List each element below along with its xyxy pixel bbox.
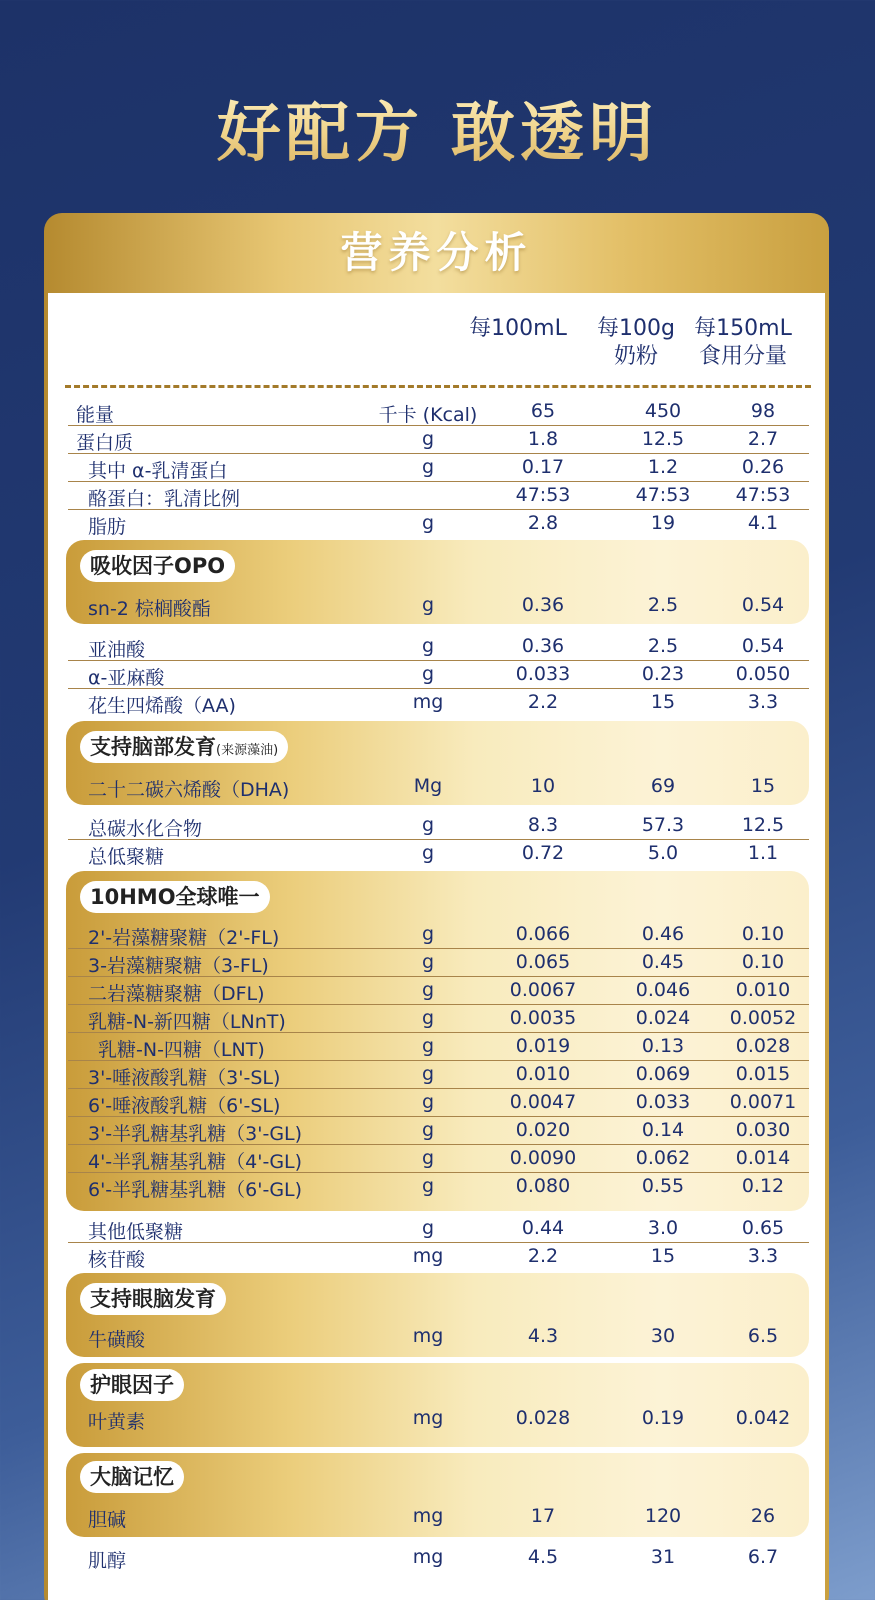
value-per150ml: 0.10 [741,951,785,973]
value-per150ml: 0.10 [741,923,785,945]
nutrient-unit: g [421,923,435,945]
table-row [68,1145,809,1173]
value-per150ml: 0.010 [735,979,791,1001]
value-per100g: 0.024 [635,1007,691,1029]
nutrient-name: 能量 [76,404,115,426]
nutrient-name: sn-2 棕榈酸酯 [88,598,211,620]
nutrient-unit: g [421,512,435,534]
value-per100g: 120 [644,1505,682,1527]
col-header-per100ml [463,315,573,343]
value-per150ml: 6.7 [747,1546,779,1568]
nutrient-unit: 千卡 (Kcal) [378,404,478,426]
value-per100ml: 2.2 [527,1245,559,1267]
group-tag: 护眼因子 [80,1369,184,1401]
value-per100ml: 0.0067 [509,979,577,1001]
value-per100g: 2.5 [647,635,679,657]
value-per150ml: 26 [750,1505,776,1527]
value-per100ml: 10 [530,775,556,797]
value-per100ml: 17 [530,1505,556,1527]
value-per100ml: 1.8 [527,428,559,450]
table-row [68,426,809,454]
nutrient-unit: mg [412,1325,444,1347]
nutrient-unit: Mg [413,775,443,797]
table-row [68,1173,809,1201]
nutrient-unit: g [421,842,435,864]
table-row [68,1215,809,1243]
value-per150ml: 1.1 [747,842,779,864]
nutrient-unit: mg [412,1407,444,1429]
nutrient-name: 总低聚糖 [88,846,165,868]
nutrient-name: 肌醇 [88,1550,127,1572]
group-tag: 支持眼脑发育 [80,1283,226,1315]
group-taurine [66,1273,809,1357]
value-per150ml: 2.7 [747,428,779,450]
value-per100ml: 0.17 [521,456,565,478]
value-per150ml: 0.12 [741,1175,785,1197]
nutrient-name: 2'-岩藻糖聚糖（2'-FL) [88,927,280,949]
value-per150ml: 47:53 [735,484,791,506]
col-header-label: 每150mL [694,316,792,341]
value-per100ml: 0.36 [521,594,565,616]
value-per150ml: 0.26 [741,456,785,478]
value-per100ml: 0.019 [515,1035,571,1057]
table-row [68,1117,809,1145]
nutrient-name: 牛磺酸 [88,1329,146,1351]
nutrient-unit: g [421,814,435,836]
value-per100ml: 0.0047 [509,1091,577,1113]
group-tag: 大脑记忆 [80,1461,184,1493]
value-per100ml: 0.066 [515,923,571,945]
value-per100g: 450 [644,400,682,422]
nutrient-unit: g [421,1063,435,1085]
value-per150ml: 3.3 [747,691,779,713]
table-row [68,1005,809,1033]
nutrient-name: 3'-半乳糖基乳糖（3'-GL) [88,1123,303,1145]
table-row [68,482,809,510]
value-per100ml: 0.065 [515,951,571,973]
value-per100ml: 8.3 [527,814,559,836]
value-per150ml: 3.3 [747,1245,779,1267]
nutrient-unit: mg [412,1505,444,1527]
value-per150ml: 0.028 [735,1035,791,1057]
nutrient-name: 其他低聚糖 [88,1221,184,1243]
value-per100g: 31 [650,1546,676,1568]
group-tag: 吸收因子OPO [80,550,235,582]
value-per100g: 2.5 [647,594,679,616]
value-per150ml: 98 [750,400,776,422]
table-row [68,1405,809,1433]
nutrient-unit: mg [412,1245,444,1267]
value-per150ml: 0.0071 [729,1091,797,1113]
nutrient-name: 总碳水化合物 [88,818,203,840]
value-per100ml: 65 [530,400,556,422]
table-row [68,661,809,689]
group-tag: 10HMO全球唯一 [80,881,270,913]
col-header-per100g [581,315,691,371]
value-per100g: 15 [650,691,676,713]
nutrient-name: 脂肪 [88,516,127,538]
value-per100g: 5.0 [647,842,679,864]
nutrient-unit: g [421,1175,435,1197]
value-per100ml: 0.0090 [509,1147,577,1169]
value-per100ml: 0.028 [515,1407,571,1429]
card-title: 营养分析 [340,228,533,277]
value-per100g: 12.5 [641,428,685,450]
value-per150ml: 0.042 [735,1407,791,1429]
group-hmo [66,871,809,1211]
value-per150ml: 15 [750,775,776,797]
value-per150ml: 0.014 [735,1147,791,1169]
value-per100g: 0.14 [641,1119,685,1141]
value-per100ml: 0.44 [521,1217,565,1239]
value-per100ml: 0.0035 [509,1007,577,1029]
value-per100ml: 0.010 [515,1063,571,1085]
nutrient-name: 3'-唾液酸乳糖（3'-SL) [88,1067,281,1089]
value-per100ml: 0.080 [515,1175,571,1197]
header-divider [65,385,811,388]
value-per100ml: 2.2 [527,691,559,713]
group-dha [66,721,809,805]
nutrient-name: 其中 α-乳清蛋白 [88,460,228,482]
value-per150ml: 0.54 [741,594,785,616]
table-row [68,812,809,840]
nutrition-table [48,293,825,1600]
table-row [68,921,809,949]
value-per150ml: 0.0052 [729,1007,797,1029]
nutrient-name: 6'-唾液酸乳糖（6'-SL) [88,1095,281,1117]
col-header-sublabel: 食用分量 [698,344,787,369]
nutrient-name: 4'-半乳糖基乳糖（4'-GL) [88,1151,303,1173]
nutrient-name: 蛋白质 [76,432,134,454]
nutrient-name: 乳糖-N-新四糖（LNnT) [88,1011,286,1033]
table-row [68,977,809,1005]
col-header-label: 每100g [597,316,675,341]
group-tag-note: (来源藻油) [216,743,279,758]
table-row [68,454,809,482]
table-row [68,592,809,620]
col-header-per150ml [688,315,798,371]
col-header-label: 每100mL [469,316,567,341]
group-tag [80,731,288,763]
nutrient-name: 亚油酸 [88,639,146,661]
nutrient-name: 胆碱 [88,1509,127,1531]
value-per100g: 47:53 [635,484,691,506]
value-per150ml: 0.54 [741,635,785,657]
nutrient-unit: mg [412,691,444,713]
value-per100ml: 0.36 [521,635,565,657]
nutrient-name: 6'-半乳糖基乳糖（6'-GL) [88,1179,303,1201]
value-per100ml: 47:53 [515,484,571,506]
value-per100g: 15 [650,1245,676,1267]
value-per100ml: 2.8 [527,512,559,534]
value-per100g: 57.3 [641,814,685,836]
table-row [68,1061,809,1089]
table-row [68,633,809,661]
nutrient-unit: g [421,663,435,685]
table-row [68,840,809,868]
value-per100ml: 4.5 [527,1546,559,1568]
group-choline [66,1453,809,1537]
value-per150ml: 4.1 [747,512,779,534]
nutrient-unit: g [421,1035,435,1057]
value-per100g: 0.46 [641,923,685,945]
value-per100g: 0.23 [641,663,685,685]
table-row [68,1544,809,1572]
value-per100ml: 0.020 [515,1119,571,1141]
value-per100g: 0.062 [635,1147,691,1169]
col-header-sublabel: 奶粉 [613,344,658,369]
value-per100g: 1.2 [647,456,679,478]
value-per100g: 3.0 [647,1217,679,1239]
value-per100g: 0.19 [641,1407,685,1429]
nutrient-unit: g [421,979,435,1001]
page-headline: 好配方 敢透明 [0,82,875,174]
table-row [68,398,809,426]
nutrient-unit: g [421,428,435,450]
nutrient-name: 叶黄素 [88,1411,146,1433]
nutrient-unit: g [421,456,435,478]
nutrient-unit: g [421,1119,435,1141]
nutrient-name: 乳糖-N-四糖（LNT) [98,1039,265,1061]
value-per100g: 0.13 [641,1035,685,1057]
nutrient-unit: g [421,635,435,657]
nutrient-name: 3-岩藻糖聚糖（3-FL) [88,955,269,977]
nutrient-unit: g [421,1217,435,1239]
group-tag-label: 支持脑部发育 [90,735,216,759]
nutrient-unit: g [421,951,435,973]
value-per150ml: 0.050 [735,663,791,685]
value-per100g: 0.046 [635,979,691,1001]
nutrient-name: 花生四烯酸（AA) [88,695,236,717]
value-per150ml: 6.5 [747,1325,779,1347]
value-per100g: 19 [650,512,676,534]
value-per100ml: 4.3 [527,1325,559,1347]
table-row [68,510,809,538]
value-per100g: 0.45 [641,951,685,973]
nutrient-unit: g [421,1147,435,1169]
value-per150ml: 0.030 [735,1119,791,1141]
nutrient-unit: mg [412,1546,444,1568]
group-lutein [66,1363,809,1447]
nutrient-name: 核苷酸 [88,1249,146,1271]
nutrient-name: 酪蛋白：乳清比例 [88,488,241,510]
value-per150ml: 12.5 [741,814,785,836]
value-per100g: 0.033 [635,1091,691,1113]
table-row [68,1243,809,1271]
nutrient-name: α-亚麻酸 [88,667,165,689]
nutrient-name: 二十二碳六烯酸（DHA) [88,779,290,801]
value-per100g: 0.55 [641,1175,685,1197]
value-per100ml: 0.72 [521,842,565,864]
table-row [68,1323,809,1351]
value-per100ml: 0.033 [515,663,571,685]
nutrient-unit: g [421,1007,435,1029]
table-row [68,1503,809,1531]
table-row [68,1089,809,1117]
table-row [68,1033,809,1061]
value-per100g: 0.069 [635,1063,691,1085]
nutrition-card [44,213,829,1600]
nutrient-unit: g [421,594,435,616]
table-row [68,773,809,801]
value-per100g: 69 [650,775,676,797]
value-per150ml: 0.65 [741,1217,785,1239]
value-per150ml: 0.015 [735,1063,791,1085]
group-opo [66,540,809,624]
nutrient-unit: g [421,1091,435,1113]
nutrient-name: 二岩藻糖聚糖（DFL) [88,983,265,1005]
table-row [68,949,809,977]
value-per100g: 30 [650,1325,676,1347]
table-row [68,689,809,717]
